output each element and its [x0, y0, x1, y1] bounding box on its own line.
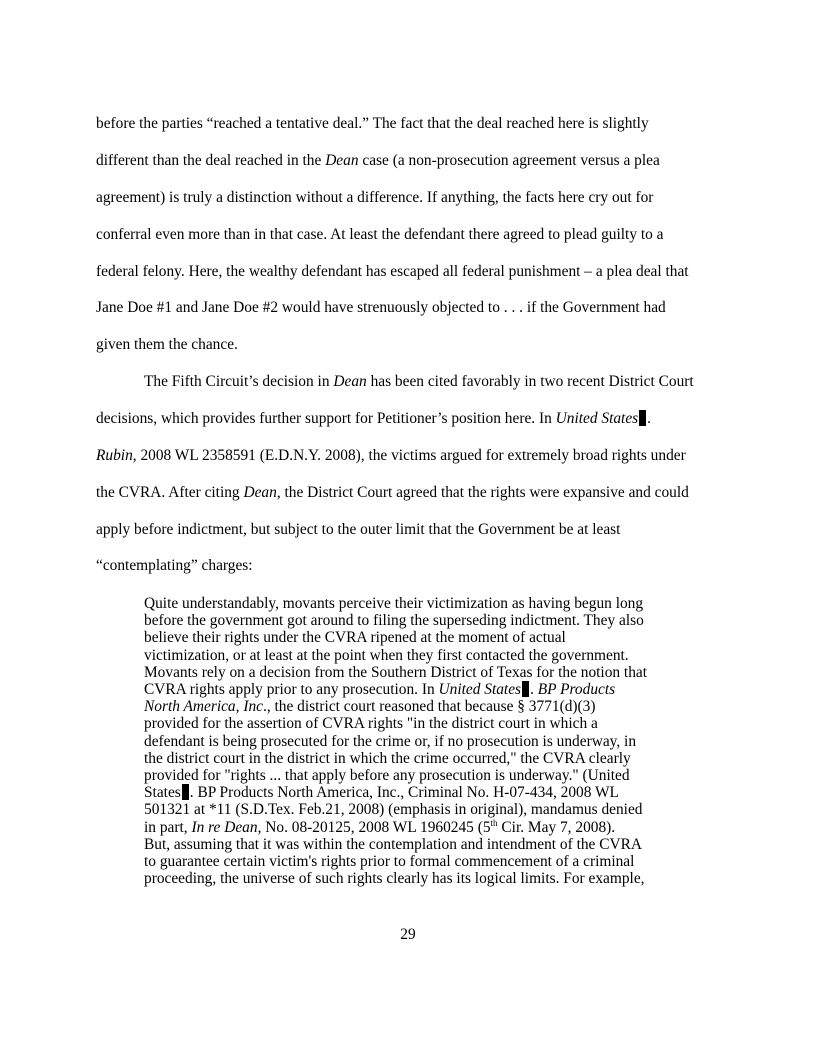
case-name: United States — [555, 410, 639, 427]
case-name: Rubin — [96, 447, 133, 464]
body-line — [96, 557, 253, 575]
body-line — [96, 336, 238, 354]
quote-line — [144, 767, 630, 784]
text: decisions, which provides further support for Petitioner’s position here. In — [96, 410, 556, 427]
case-name: North America, Inc — [144, 698, 263, 715]
text: case (a non-prosecution agreement versus a plea — [358, 152, 660, 169]
text: believe their rights under the CVRA ripened at the moment of actual — [144, 629, 566, 646]
body-line — [96, 410, 651, 428]
body-line — [96, 152, 660, 170]
body-line — [96, 484, 689, 502]
quote-line — [144, 870, 645, 887]
text: federal felony. Here, the wealthy defendant has escaped all federal punishment – a plea deal that — [96, 263, 689, 280]
body-line — [96, 299, 666, 317]
text: The Fifth Circuit’s decision in — [144, 373, 334, 390]
quote-line — [144, 836, 642, 853]
quote-line — [144, 784, 619, 801]
quote-line — [144, 698, 595, 715]
redaction-block — [639, 410, 646, 426]
text: defendant is being prosecuted for the crime or, if no prosecution is underway, in — [144, 733, 637, 750]
body-line — [96, 521, 620, 539]
case-name: Dean — [333, 373, 367, 390]
text: 501321 at *11 (S.D.Tex. Feb.21, 2008) (emphasis in original), mandamus denied — [144, 801, 643, 818]
text: , the District Court agreed that the rights were expansive and could — [276, 484, 689, 501]
text: But, assuming that it was within the contemplation and intendment of the CVRA — [144, 836, 642, 853]
case-name: In re Dean — [191, 819, 258, 836]
text: victimization, or at least at the point when they first contacted the government. — [144, 647, 629, 664]
text: States — [144, 784, 181, 801]
text: before the government got around to filing the superseding indictment. They also — [144, 612, 644, 629]
body-line — [96, 226, 664, 244]
quote-line — [144, 664, 647, 681]
text: Jane Doe #1 and Jane Doe #2 would have strenuously objected to . . . if the Government had — [96, 299, 666, 316]
case-name: BP Products — [537, 681, 616, 698]
body-line — [96, 115, 649, 133]
text: “contemplating” charges: — [96, 557, 253, 574]
text: the district court in the district in which the crime occurred," the CVRA clearly — [144, 750, 631, 767]
quote-line — [144, 681, 615, 698]
text: provided for "rights ... that apply before any prosecution is underway." (United — [144, 767, 630, 784]
body-line — [144, 373, 694, 391]
text: proceeding, the universe of such rights clearly has its logical limits. For example, — [144, 870, 645, 887]
superscript: th — [490, 817, 498, 828]
text: . BP Products North America, Inc., Criminal No. H-07-434, 2008 WL — [189, 784, 619, 801]
text: before the parties “reached a tentative deal.” The fact that the deal reached here is slightly — [96, 115, 649, 132]
text: apply before indictment, but subject to the outer limit that the Government be at least — [96, 521, 621, 538]
body-line — [96, 263, 689, 281]
text: ., the district court reasoned that because § 3771(d)(3) — [262, 698, 596, 715]
text: the CVRA. After citing — [96, 484, 244, 501]
quote-line — [144, 801, 642, 818]
text: Quite understandably, movants perceive their victimization as having begun long — [144, 595, 644, 612]
text: , 2008 WL 2358591 (E.D.N.Y. 2008), the victims argued for extremely broad rights under — [132, 447, 686, 464]
text: provided for the assertion of CVRA rights "in the district court in which a — [144, 715, 598, 732]
redaction-block — [182, 784, 189, 800]
quote-line — [144, 629, 566, 646]
quote-line — [144, 595, 643, 612]
case-name: United States — [438, 681, 522, 698]
quote-line — [144, 733, 636, 750]
text: CVRA rights apply prior to any prosecution. In — [144, 681, 439, 698]
quote-line — [144, 715, 598, 732]
body-line — [96, 447, 686, 465]
page-number: 29 — [400, 926, 416, 943]
text: agreement) is truly a distinction without a difference. If anything, the facts here cry out for — [96, 189, 654, 206]
case-name: Dean — [325, 152, 359, 169]
text: in part, — [144, 819, 192, 836]
body-line — [96, 189, 653, 207]
quote-line — [144, 853, 634, 870]
quote-line — [144, 819, 615, 836]
text: , No. 08-20125, 2008 WL 1960245 (5 — [257, 819, 491, 836]
text: given them the chance. — [96, 336, 238, 353]
text: different than the deal reached in the — [96, 152, 326, 169]
quote-line — [144, 750, 631, 767]
redaction-block — [522, 681, 529, 697]
quote-line — [144, 647, 629, 664]
text: . — [530, 681, 538, 698]
text: Cir. May 7, 2008). — [497, 819, 616, 836]
case-name: Dean — [243, 484, 277, 501]
text: conferral even more than in that case. At least the defendant there agreed to plead guilty to a — [96, 226, 664, 243]
text: has been cited favorably in two recent District Court — [366, 373, 694, 390]
text: . — [647, 410, 651, 427]
quote-line — [144, 612, 644, 629]
text: to guarantee certain victim's rights prior to formal commencement of a criminal — [144, 853, 635, 870]
text: Movants rely on a decision from the Southern District of Texas for the notion that — [144, 664, 648, 681]
